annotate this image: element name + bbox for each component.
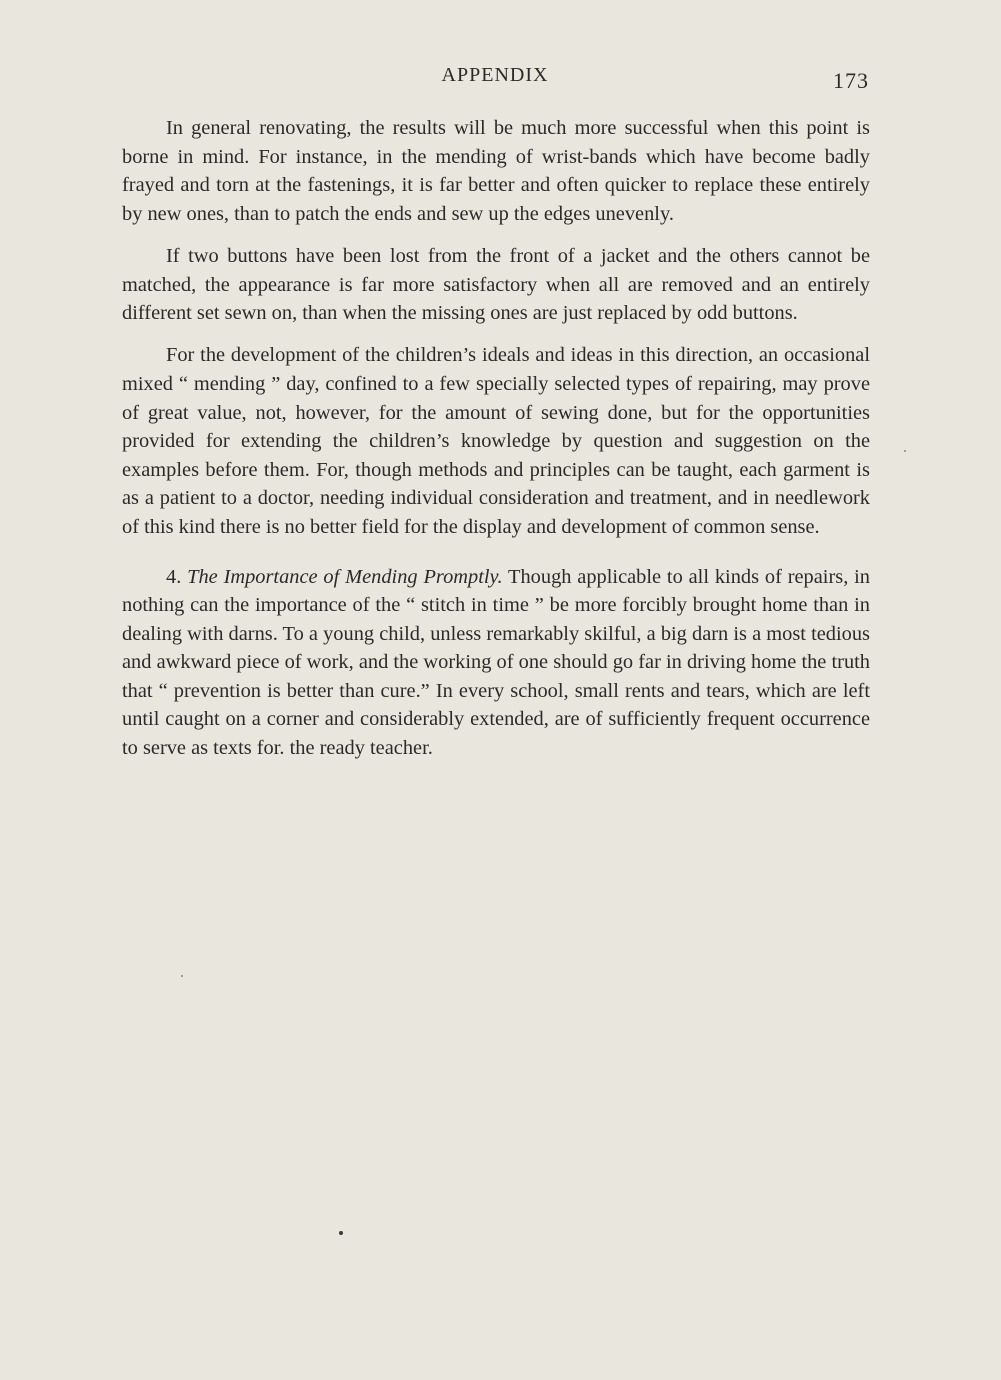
section-title: The Importance of Mending Promptly. [187,565,503,588]
section-mending-promptly [122,563,870,763]
running-head-title: APPENDIX [441,64,549,86]
paper-speck [339,1231,343,1235]
page-number: 173 [833,68,869,93]
section-text: Though applicable to all kinds of repairs, in nothing can the importance of the “ stitch in time ” be more forcibly brought home than in dealing with darns. To a young child, unless remarkably skilful, a big darn is a most tedious and awkward piece of work, and the working of one should go far in driving home the truth that “ prevention is better than cure.” In every school, small rents and tears, which are left until caught on a corner and considerably extended, are of sufficiently frequent occurrence to serve as texts for. the ready teacher. [122,565,870,760]
section-number: 4. [166,565,182,588]
paragraph-renovating: In general renovating, the results will be much more successful when this point is borne in mind. For instance, in the mending of wrist-bands which have become badly frayed and torn at the fastenings, it is far better and often quicker to replace these entirely by new ones, than to patch the ends and sew up the edges unevenly. [122,117,870,225]
running-head [0,64,1001,94]
body-text [122,114,870,763]
paragraph-buttons: If two buttons have been lost from the front of a jacket and the others cannot be matched, the appearance is far more satisfactory when all are removed and an entirely different set sewn on, than when the missing ones are just replaced by odd buttons. [122,244,870,325]
paper-speck [181,975,183,977]
paper-speck [904,450,906,452]
paragraph-mending-day: For the development of the children’s ideals and ideas in this direction, an occasional mixed “ mending ” day, confined to a few specially selected types of repairing, may prove of great value, not, however, for the amount of sewing done, but for the opportunities provided for extending the children’s knowledge by question and suggestion on the examples before them. For, though methods and principles can be taught, each garment is as a patient to a doctor, needing individual consideration and treatment, and in needlework of this kind there is no better field for the display and development of common sense. [122,344,870,538]
